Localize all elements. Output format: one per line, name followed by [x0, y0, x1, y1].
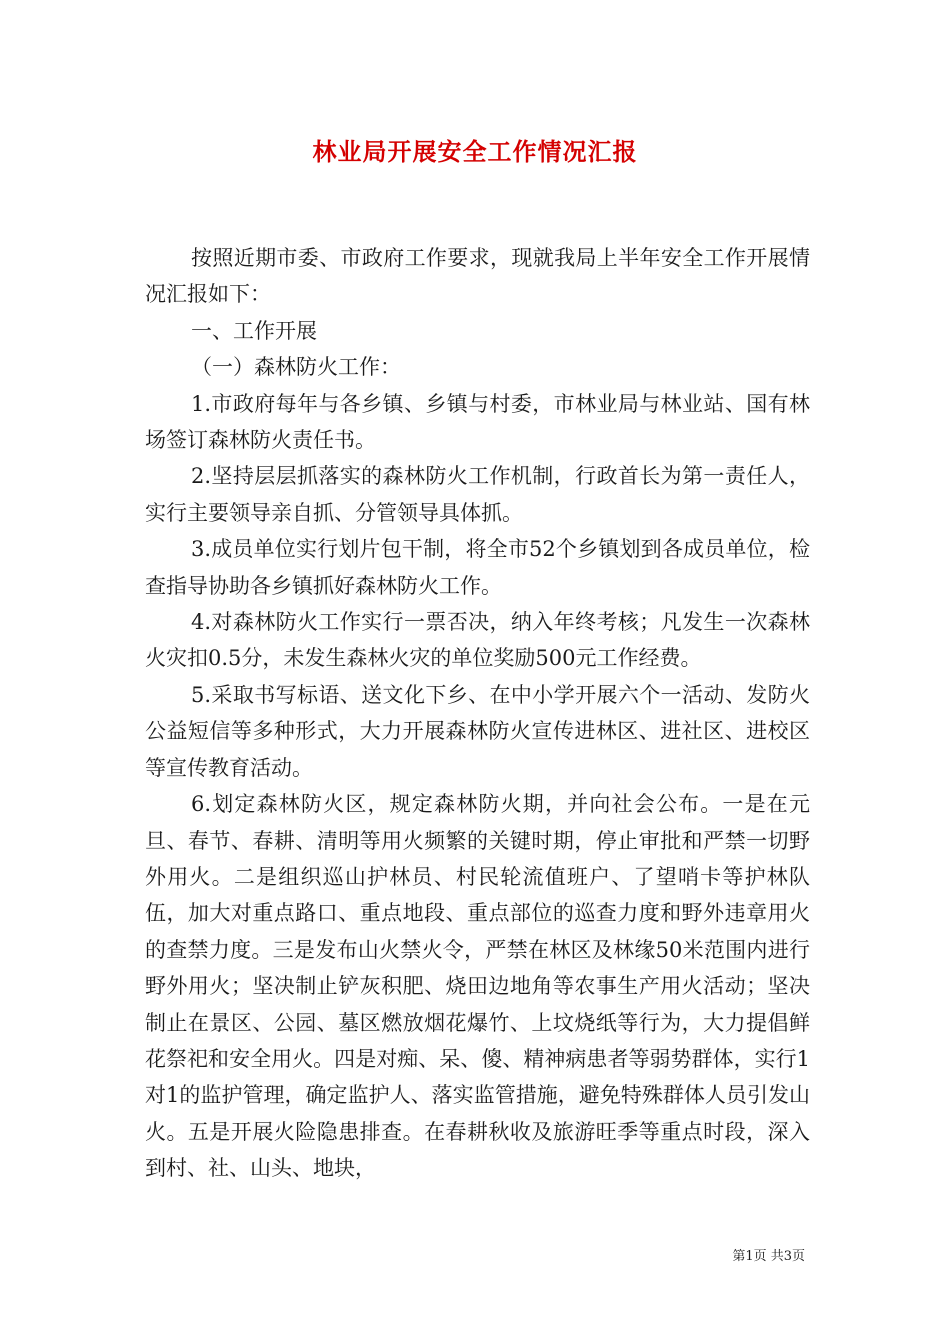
section-heading-work: 一、工作开展: [191, 318, 317, 343]
subsection-heading-fire-prevention: （一）森林防火工作：: [191, 355, 401, 380]
paragraph-item-6: 6.划定森林防火区，规定森林防火期，并向社会公布。一是在元旦、春节、春耕、清明等用火频繁的关键时期，停止审批和严禁一切野外用火。二是组织巡山护林员、村民轮流值班户、了望哨卡等护林队伍，加大对重点路口、重点地段、重点部位的巡查力度和野外违章用火的查禁力度。三是发布山火禁火令，严禁在林区及林缘50米范围内进行野外用火；坚决制止铲灰积肥、烧田边地角等农事生产用火活动；坚决制止在景区、公园、墓区燃放烟花爆竹、上坟烧纸等行为，大力提倡鲜花祭祀和安全用火。四是对痴、呆、傻、精神病患者等弱势群体，实行1对1的监护管理，确定监护人、落实监管措施，避免特殊群体人员引发山火。五是开展火险隐患排查。在春耕秋收及旅游旺季等重点时段，深入到村、社、山头、地块，: [145, 792, 810, 1181]
paragraph-item-4: 4.对森林防火工作实行一票否决，纳入年终考核；凡发生一次森林火灾扣0.5分，未发生森林火灾的单位奖励500元工作经费。: [145, 610, 810, 671]
paragraph-intro: 按照近期市委、市政府工作要求，现就我局上半年安全工作开展情况汇报如下：: [145, 246, 810, 307]
page-number-footer: 第1页 共3页: [732, 1249, 805, 1264]
paragraph-item-1: 1.市政府每年与各乡镇、乡镇与村委，市林业局与林业站、国有林场签订森林防火责任书。: [145, 391, 810, 453]
paragraph-item-2: 2.坚持层层抓落实的森林防火工作机制，行政首长为第一责任人，实行主要领导亲自抓、分管领导具体抓。: [145, 464, 810, 525]
document-title: 林业局开展安全工作情况汇报: [312, 137, 638, 166]
paragraph-item-3: 3.成员单位实行划片包干制，将全市52个乡镇划到各成员单位，检查指导协助各乡镇抓好森林防火工作。: [145, 537, 810, 598]
paragraph-item-5: 5.采取书写标语、送文化下乡、在中小学开展六个一活动、发防火公益短信等多种形式，大力开展森林防火宣传进林区、进社区、进校区等宣传教育活动。: [145, 682, 810, 780]
document-body: [145, 240, 810, 1187]
